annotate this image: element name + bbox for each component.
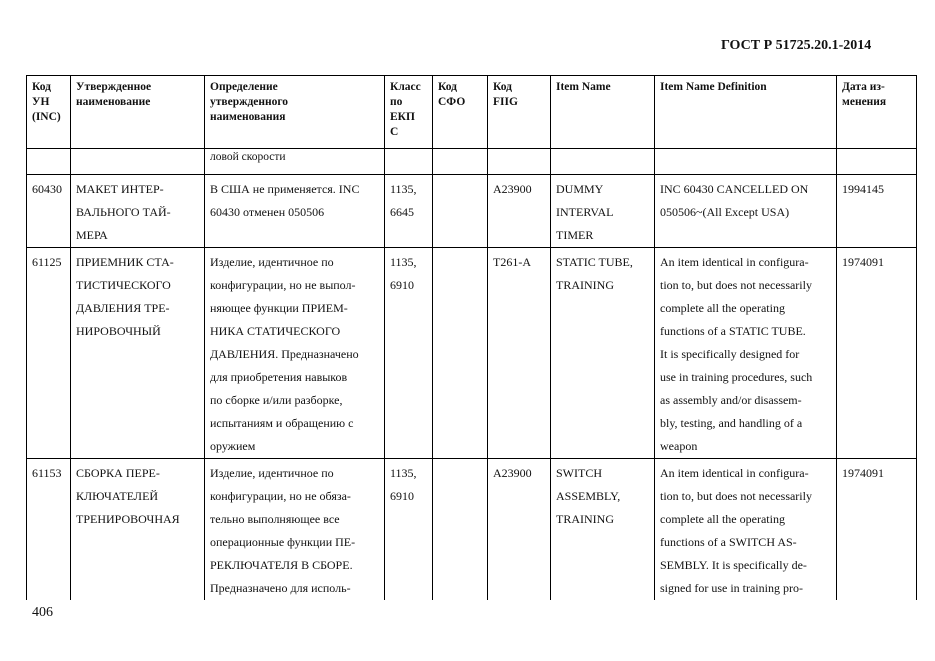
continuation-row: [27, 149, 917, 175]
text-line: КЛЮЧАТЕЛЕЙ: [76, 489, 159, 503]
text-line: Предназначено для исполь-: [210, 581, 351, 595]
text-line: Item Name: [556, 81, 611, 93]
text-line: Дата из-: [842, 81, 885, 93]
text-line: bly, testing, and handling of a: [660, 416, 803, 430]
text-line: ASSEMBLY,: [556, 489, 621, 503]
cell-item-def: [655, 459, 837, 601]
cell-fiig: A23900: [488, 175, 551, 248]
text-line: МЕРА: [76, 228, 108, 242]
text-line: ЕКП: [390, 111, 415, 123]
cell-code: 61153: [27, 459, 71, 601]
text-line: Item Name Definition: [660, 81, 767, 93]
text-line: Код: [493, 81, 513, 93]
text-line: 1135,: [390, 466, 417, 480]
cell-code: 60430: [27, 175, 71, 248]
text-line: SEMBLY. It is specifically de-: [660, 558, 807, 572]
text-line: INTERVAL: [556, 205, 614, 219]
text-line: Изделие, идентичное по: [210, 255, 334, 269]
text-line: ПРИЕМНИК СТА-: [76, 255, 174, 269]
text-line: use in training procedures, such: [660, 370, 813, 384]
text-line: няющее функции ПРИЕМ-: [210, 301, 348, 315]
text-line: МАКЕТ ИНТЕР-: [76, 182, 164, 196]
text-line: Определение: [210, 81, 278, 93]
text-line: ВАЛЬНОГО ТАЙ-: [76, 205, 171, 219]
text-line: DUMMY: [556, 182, 604, 196]
text-line: FIIG: [493, 96, 518, 108]
text-line: конфигурации, но не обяза-: [210, 489, 351, 503]
text-line: ТИСТИЧЕСКОГО: [76, 278, 171, 292]
cell-fiig: T261-A: [488, 248, 551, 459]
text-line: Класс: [390, 81, 421, 93]
text-line: испытаниям и обращению с: [210, 416, 354, 430]
text-line: РЕКЛЮЧАТЕЛЯ В СБОРЕ.: [210, 558, 353, 572]
document-header: ГОСТ Р 51725.20.1-2014: [721, 38, 872, 53]
cell-name: [71, 175, 205, 248]
text-line: SWITCH: [556, 466, 602, 480]
text-line: по сборке и/или разборке,: [210, 393, 343, 407]
text-line: В США не применяется. INC: [210, 182, 360, 196]
cell-class: [385, 175, 433, 248]
header-row: [27, 76, 917, 149]
text-line: complete all the operating: [660, 301, 785, 315]
text-line: тельно выполняющее все: [210, 512, 340, 526]
cell-name: [71, 459, 205, 601]
cell-item-name: [551, 175, 655, 248]
cell-definition: [205, 459, 385, 601]
text-line: TRAINING: [556, 278, 614, 292]
text-line: tion to, but does not necessarily: [660, 278, 812, 292]
text-line: наименование: [76, 96, 151, 108]
text-line: 1135,: [390, 255, 417, 269]
text-line: Код: [32, 81, 52, 93]
cell-class: [385, 248, 433, 459]
text-line: weapon: [660, 439, 698, 453]
text-line: STATIC TUBE,: [556, 255, 633, 269]
text-line: INC 60430 CANCELLED ON: [660, 182, 809, 196]
col-header-date: [837, 76, 917, 149]
text-line: С: [390, 126, 399, 138]
cell-date: 1994145: [837, 175, 917, 248]
text-line: СБОРКА ПЕРЕ-: [76, 466, 160, 480]
text-line: Утвержденное: [76, 81, 152, 93]
cell-item-name: [551, 459, 655, 601]
text-line: Код: [438, 81, 458, 93]
col-header-name: [71, 76, 205, 149]
col-header-item-def: [655, 76, 837, 149]
cell-sfo: [433, 175, 488, 248]
text-line: менения: [842, 96, 887, 108]
text-line: An item identical in configura-: [660, 255, 809, 269]
cell-fiig: A23900: [488, 459, 551, 601]
text-line: ДАВЛЕНИЯ. Предназначено: [210, 347, 359, 361]
text-line: Изделие, идентичное по: [210, 466, 334, 480]
text-line: as assembly and/or disassem-: [660, 393, 802, 407]
col-header-code: [27, 76, 71, 149]
text-line: НИКА СТАТИЧЕСКОГО: [210, 324, 341, 338]
text-line: конфигурации, но не выпол-: [210, 278, 356, 292]
text-line: (INC): [32, 111, 61, 123]
text-line: СФО: [438, 96, 466, 108]
text-line: ДАВЛЕНИЯ ТРЕ-: [76, 301, 170, 315]
cell-name: [71, 248, 205, 459]
text-line: УН: [32, 96, 50, 108]
cell-sfo: [433, 459, 488, 601]
cell-code: 61125: [27, 248, 71, 459]
table-row: [27, 459, 917, 601]
text-line: ТРЕНИРОВОЧНАЯ: [76, 512, 180, 526]
col-header-class: [385, 76, 433, 149]
cell-sfo: [433, 248, 488, 459]
text-line: по: [390, 96, 403, 108]
cell-class: [385, 459, 433, 601]
text-line: оружием: [210, 439, 256, 453]
text-line: операционные функции ПЕ-: [210, 535, 356, 549]
cell-date: 1974091: [837, 459, 917, 601]
continuation-definition: ловой скорости: [205, 149, 385, 175]
text-line: 6910: [390, 278, 414, 292]
text-line: TRAINING: [556, 512, 614, 526]
text-line: утвержденного: [210, 96, 289, 108]
cell-definition: [205, 248, 385, 459]
text-line: 050506~(All Except USA): [660, 205, 790, 219]
codification-table: [26, 75, 917, 600]
text-line: signed for use in training pro-: [660, 581, 803, 595]
text-line: An item identical in configura-: [660, 466, 809, 480]
cell-definition: [205, 175, 385, 248]
text-line: 60430 отменен 050506: [210, 205, 325, 219]
text-line: complete all the operating: [660, 512, 785, 526]
cell-date: 1974091: [837, 248, 917, 459]
table-row: [27, 175, 917, 248]
text-line: 1135,: [390, 182, 417, 196]
cell-item-name: [551, 248, 655, 459]
page-number: 406: [32, 605, 53, 620]
col-header-fiig: [488, 76, 551, 149]
text-line: functions of a STATIC TUBE.: [660, 324, 806, 338]
text-line: наименования: [210, 111, 286, 123]
text-line: TIMER: [556, 228, 594, 242]
cell-item-def: [655, 248, 837, 459]
text-line: functions of a SWITCH AS-: [660, 535, 797, 549]
table-row: [27, 248, 917, 459]
text-line: 6645: [390, 205, 414, 219]
col-header-sfo: [433, 76, 488, 149]
col-header-item-name: [551, 76, 655, 149]
cell-item-def: [655, 175, 837, 248]
text-line: tion to, but does not necessarily: [660, 489, 812, 503]
text-line: НИРОВОЧНЫЙ: [76, 324, 161, 338]
text-line: It is specifically designed for: [660, 347, 800, 361]
text-line: для приобретения навыков: [210, 370, 348, 384]
text-line: 6910: [390, 489, 414, 503]
col-header-definition: [205, 76, 385, 149]
